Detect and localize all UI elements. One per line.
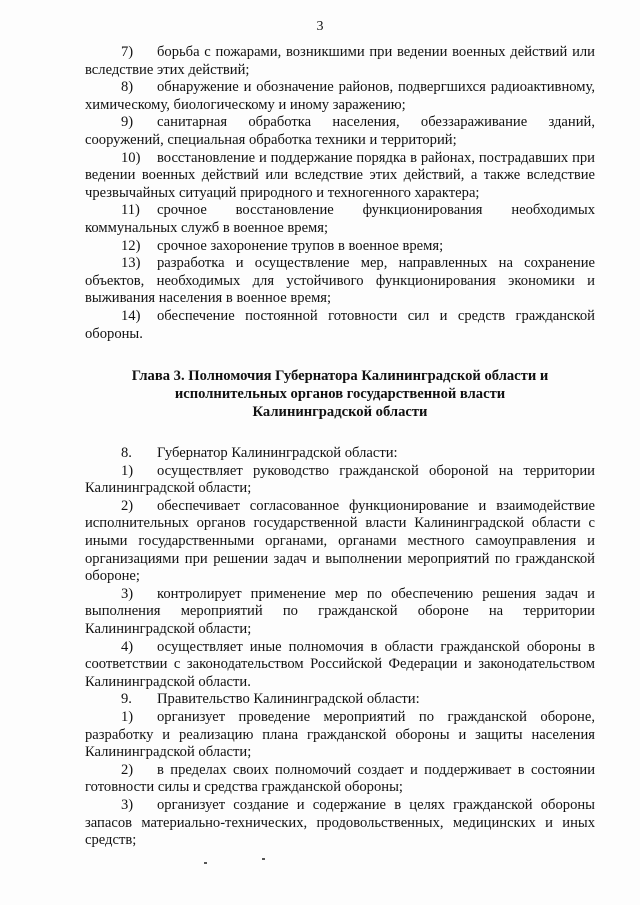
- list-item: [85, 114, 595, 149]
- scan-speck: [204, 862, 207, 864]
- document-body: [85, 44, 595, 850]
- item-number: 8.: [121, 445, 132, 462]
- list-item: [85, 709, 595, 762]
- item-text: обеспечивает согласованное функционирование и взаимодействие исполнительных органов государственной власти Калининградской области с иными государственными органами, органами местного самоуправления и организациями при решении задач и выполнении мероприятий по гражданской обороне;: [85, 497, 595, 585]
- item-number: 2): [121, 761, 134, 778]
- list-item: [85, 586, 595, 639]
- list-item: [85, 498, 595, 586]
- item-text: разработка и осуществление мер, направленных на сохранение объектов, необходимых для устойчивого функционирования экономики и выживания населения в военное время;: [85, 255, 595, 307]
- page-number: 3: [316, 19, 324, 34]
- list-item: [85, 463, 595, 498]
- item-text: в пределах своих полномочий создает и поддерживает в состоянии готовности силы и средства гражданской обороны;: [85, 761, 595, 796]
- list-item: [85, 797, 595, 850]
- items-bottom: [85, 445, 595, 850]
- item-number: 3): [121, 796, 134, 813]
- item-number: 10): [121, 149, 141, 166]
- list-item: [85, 762, 595, 797]
- list-item: [85, 691, 595, 709]
- item-number: 4): [121, 638, 134, 655]
- item-text: обнаружение и обозначение районов, подвергшихся радиоактивному, химическому, биологическому и иному заражению;: [85, 79, 595, 113]
- item-text: восстановление и поддержание порядка в районах, пострадавших при ведении военных действий или вследствие этих действий, а также вследствие чрезвычайных ситуаций природного и техногенного характера;: [85, 149, 595, 201]
- item-text: осуществляет руководство гражданской обороной на территории Калининградской области;: [85, 462, 595, 497]
- chapter-heading-line2: исполнительных органов государственной власти: [174, 386, 506, 403]
- item-text: организует проведение мероприятий по гражданской обороне, разработку и реализацию плана гражданской обороны и защиты населения Калининградской области;: [85, 709, 595, 761]
- chapter-heading-line3: Калининградской области: [252, 404, 428, 421]
- item-number: 7): [121, 44, 134, 60]
- list-item: [85, 308, 595, 343]
- item-text: срочное восстановление функционирования необходимых коммунальных служб в военное время;: [85, 202, 595, 236]
- list-item: [85, 202, 595, 237]
- item-text: контролирует применение мер по обеспечению решения задач и выполнения мероприятий по гражданской обороне на территории Калининградской области;: [85, 585, 595, 638]
- list-item: [85, 238, 595, 256]
- item-text: Губернатор Калининградской области:: [157, 445, 398, 462]
- item-text: осуществляет иные полномочия в области гражданской обороны в соответствии с законодательством Российской Федерации и законодательством Калининградской области.: [85, 638, 595, 690]
- list-item: [85, 44, 595, 79]
- item-text: санитарная обработка населения, обеззараживание зданий, сооружений, специальная обработка техники и территорий;: [85, 114, 595, 148]
- item-text: организует создание и содержание в целях гражданской обороны запасов материально-технических, продовольственных, медицинских и иных средств;: [85, 796, 595, 849]
- chapter-heading-line1: Глава 3. Полномочия Губернатора Калининградской области и: [131, 368, 549, 385]
- item-text: срочное захоронение трупов в военное время;: [157, 237, 444, 254]
- item-text: обеспечение постоянной готовности сил и средств гражданской обороны.: [85, 307, 595, 342]
- item-number: 1): [121, 709, 134, 725]
- item-number: 13): [121, 255, 141, 272]
- item-number: 11): [121, 202, 140, 219]
- item-number: 14): [121, 307, 141, 324]
- item-number: 12): [121, 237, 141, 254]
- item-number: 9.: [121, 691, 132, 708]
- item-text: Правительство Калининградской области:: [157, 691, 420, 708]
- chapter-heading: [85, 367, 595, 421]
- item-text: борьба с пожарами, возникшими при ведении военных действий или вследствие этих действий;: [85, 44, 595, 78]
- item-number: 1): [121, 462, 134, 479]
- list-item: [85, 255, 595, 308]
- list-item: [85, 150, 595, 203]
- item-number: 2): [121, 497, 134, 514]
- item-number: 9): [121, 114, 134, 131]
- scan-speck: [262, 858, 265, 860]
- list-item: [85, 639, 595, 692]
- list-item: [85, 79, 595, 114]
- items-top: [85, 44, 595, 343]
- item-number: 3): [121, 585, 134, 602]
- list-item: [85, 445, 595, 463]
- item-number: 8): [121, 79, 134, 96]
